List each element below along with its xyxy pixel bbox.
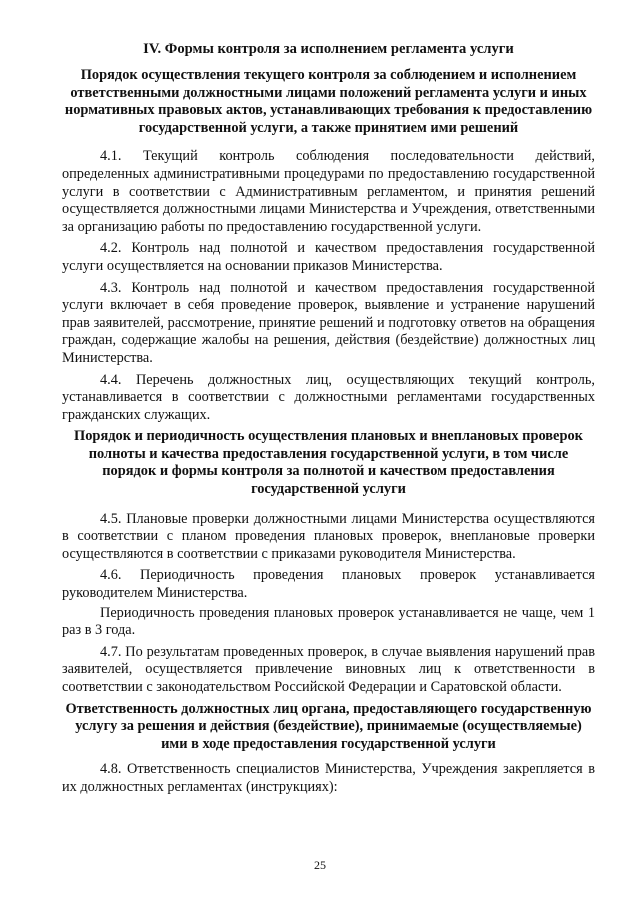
paragraph-4-3: 4.3. Контроль над полнотой и качеством предоставления государственной услуги включает в себя проведение проверок, выявление и устранение нарушений прав заявителей, рассмотрение, принятие решений и подготовку ответов на обращения граждан, содержащие жалобы на решения, действия (бездействие) должностных лиц Министерства. <box>62 279 595 366</box>
paragraph-4-8: 4.8. Ответственность специалистов Министерства, Учреждения закрепляется в их должностных регламентах (инструкциях): <box>62 761 595 795</box>
paragraph-4-6-frequency: Периодичность проведения плановых проверок устанавливается не чаще, чем 1 раз в 3 года. <box>62 604 595 639</box>
paragraph-4-1: 4.1. Текущий контроль соблюдения последовательности действий, определенных административными процедурами по предоставлению государственной услуги в соответствии с Административным регламентом, и принятия решений осуществляется должностными лицами Министерства и Учреждения, ответственными за организацию работы по предоставлению государственной услуги. <box>62 148 595 235</box>
page-number: 25 <box>314 858 326 872</box>
paragraph-4-7: 4.7. По результатам проведенных проверок, в случае выявления нарушений прав заявителей, осуществляется привлечение виновных лиц к ответственности в соответствии с законодательством Российской Федерации и Саратовской области. <box>62 643 595 695</box>
paragraph-4-2: 4.2. Контроль над полнотой и качеством предоставления государственной услуги осуществляется на основании приказов Министерства. <box>62 240 595 274</box>
paragraph-4-6: 4.6. Периодичность проведения плановых проверок устанавливается руководителем Министерства. <box>62 567 595 602</box>
paragraph-4-4: 4.4. Перечень должностных лиц, осуществляющих текущий контроль, устанавливается в соответствии с должностными регламентами государственных гражданских служащих. <box>62 371 595 423</box>
subsection-heading-inspections: Порядок и периодичность осуществления плановых и внеплановых проверок полноты и качества предоставления государственной услуги, в том числе порядок и формы контроля за полнотой и качеством предоставления государственной услуги <box>74 428 583 498</box>
subsection-heading-responsibility: Ответственность должностных лиц органа, предоставляющего государственную услугу за решения и действия (бездействие), принимаемые (осуществляемые) ими в ходе предоставления государственной услуги <box>65 700 592 752</box>
section-title: IV. Формы контроля за исполнением регламента услуги <box>143 41 514 57</box>
paragraph-4-5: 4.5. Плановые проверки должностными лицами Министерства осуществляются в соответствии с планом проведения плановых проверок, внеплановые проверки осуществляются в соответствии с приказами руководителя Министерства. <box>62 510 595 562</box>
subsection-heading-current-control: Порядок осуществления текущего контроля за соблюдением и исполнением ответственными должностными лицами положений регламента услуги и иных нормативных правовых актов, устанавливающих требования к предоставлению государственной услуги, а также принятием ими решений <box>64 67 593 136</box>
